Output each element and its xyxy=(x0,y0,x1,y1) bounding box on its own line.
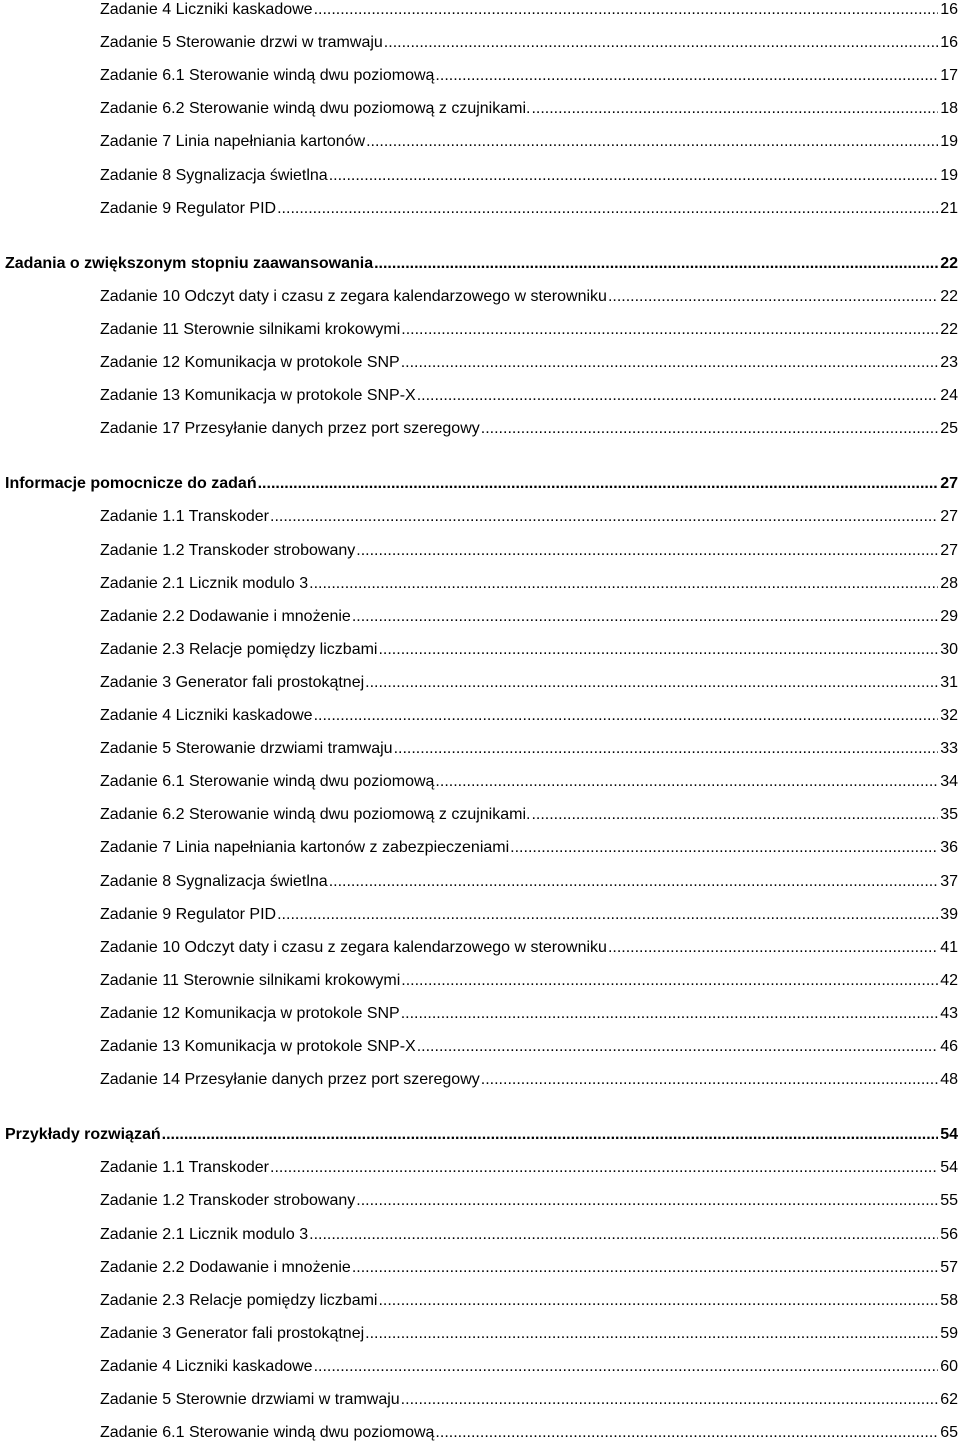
toc-dot-leader xyxy=(401,971,938,991)
toc-dot-leader xyxy=(314,1357,939,1377)
toc-page-number: 22 xyxy=(940,255,958,272)
toc-dot-leader xyxy=(531,805,938,825)
toc-page-number: 59 xyxy=(940,1325,958,1342)
toc-dot-leader xyxy=(356,1191,938,1211)
toc-dot-leader xyxy=(270,1158,938,1178)
toc-line xyxy=(100,1066,960,1090)
toc-page-number: 48 xyxy=(940,1071,958,1088)
toc-page-number: 28 xyxy=(940,575,958,592)
toc-entry-title: Zadanie 4 Liczniki kaskadowe xyxy=(100,1,313,18)
toc-line xyxy=(100,29,960,53)
toc-dot-leader xyxy=(366,132,938,152)
toc-dot-leader xyxy=(365,673,938,693)
toc-page-number: 16 xyxy=(940,1,958,18)
toc-entry[interactable] xyxy=(0,128,960,152)
toc-entry-title: Zadanie 6.1 Sterowanie windą dwu poziomową xyxy=(100,1424,435,1441)
toc-entry-title: Zadanie 9 Regulator PID xyxy=(100,200,277,217)
toc-page-number: 57 xyxy=(940,1259,958,1276)
toc-entry[interactable] xyxy=(0,901,960,925)
toc-entry-title: Zadanie 3 Generator fali prostokątnej xyxy=(100,1325,365,1342)
toc-page-number: 56 xyxy=(940,1226,958,1243)
toc-dot-leader xyxy=(401,353,938,373)
toc-entry[interactable] xyxy=(0,1320,960,1344)
toc-dot-leader xyxy=(270,507,938,527)
toc-entry-title: Zadanie 2.3 Relacje pomiędzy liczbami xyxy=(100,1292,378,1309)
toc-line xyxy=(100,195,960,219)
toc-page-number: 37 xyxy=(940,873,958,890)
toc-dot-leader xyxy=(481,1070,938,1090)
toc-entry-title: Przykłady rozwiązań xyxy=(5,1126,161,1143)
toc-line xyxy=(100,503,960,527)
toc-entry-title: Zadanie 10 Odczyt daty i czasu z zegara kalendarzowego w sterowniku xyxy=(100,939,607,956)
toc-entry[interactable] xyxy=(0,934,960,958)
toc-dot-leader xyxy=(401,1390,939,1410)
toc-entry[interactable] xyxy=(0,603,960,627)
toc-entry-title: Informacje pomocnicze do zadań xyxy=(5,475,257,492)
toc-entry[interactable] xyxy=(0,768,960,792)
toc-page-number: 21 xyxy=(940,200,958,217)
toc-page-number: 31 xyxy=(940,674,958,691)
toc-dot-leader xyxy=(531,99,938,119)
toc-entry[interactable] xyxy=(0,967,960,991)
toc-line xyxy=(100,1419,960,1443)
toc-page-number: 18 xyxy=(940,100,958,117)
toc-entry[interactable] xyxy=(0,162,960,186)
toc-line xyxy=(100,868,960,892)
toc-dot-leader xyxy=(378,640,938,660)
toc-page-number: 27 xyxy=(940,508,958,525)
toc-dot-leader xyxy=(277,905,938,925)
toc-line xyxy=(100,967,960,991)
toc-entry[interactable] xyxy=(0,0,960,20)
toc-line xyxy=(100,349,960,373)
toc-dot-leader xyxy=(401,320,938,340)
toc-entry[interactable] xyxy=(0,1154,960,1178)
toc-entry-title: Zadanie 8 Sygnalizacja świetlna xyxy=(100,873,328,890)
toc-entry-title: Zadanie 17 Przesyłanie danych przez port szeregowy xyxy=(100,420,480,437)
toc-page-number: 60 xyxy=(940,1358,958,1375)
toc-line xyxy=(5,470,960,494)
toc-page-number: 39 xyxy=(940,906,958,923)
toc-entry[interactable] xyxy=(0,382,960,406)
toc-dot-leader xyxy=(314,0,939,20)
toc-dot-leader xyxy=(162,1125,939,1145)
toc-page-number: 19 xyxy=(940,167,958,184)
toc-dot-leader xyxy=(329,872,939,892)
toc-entry[interactable] xyxy=(0,669,960,693)
toc-page-number: 42 xyxy=(940,972,958,989)
toc-entry-title: Zadanie 5 Sterowanie drzwiami tramwaju xyxy=(100,740,393,757)
toc-line xyxy=(100,1000,960,1024)
toc-line xyxy=(100,834,960,858)
toc-entry[interactable] xyxy=(0,537,960,561)
toc-dot-leader xyxy=(435,66,938,86)
toc-dot-leader xyxy=(510,838,938,858)
toc-page-number: 25 xyxy=(940,420,958,437)
toc-dot-leader xyxy=(356,541,938,561)
toc-page-number: 22 xyxy=(940,288,958,305)
toc-entry[interactable] xyxy=(0,1254,960,1278)
toc-entry[interactable] xyxy=(0,195,960,219)
toc-dot-leader xyxy=(352,1258,938,1278)
toc-line xyxy=(5,250,960,274)
toc-dot-leader xyxy=(435,1423,938,1443)
toc-page-number: 32 xyxy=(940,707,958,724)
toc-entry[interactable] xyxy=(0,283,960,307)
toc-line xyxy=(100,95,960,119)
toc-line xyxy=(100,1287,960,1311)
toc-line xyxy=(100,934,960,958)
toc-entry-title: Zadanie 2.1 Licznik modulo 3 xyxy=(100,575,309,592)
toc-entry[interactable] xyxy=(0,1033,960,1057)
toc-page-number: 27 xyxy=(940,542,958,559)
toc-dot-leader xyxy=(394,739,939,759)
toc-entry-title: Zadanie 1.2 Transkoder strobowany xyxy=(100,542,356,559)
toc-entry-title: Zadanie 1.1 Transkoder xyxy=(100,508,269,525)
toc-line xyxy=(100,1187,960,1211)
toc-page-number: 29 xyxy=(940,608,958,625)
toc-entry[interactable] xyxy=(0,415,960,439)
toc-page-number: 65 xyxy=(940,1424,958,1441)
toc-entry-title: Zadanie 8 Sygnalizacja świetlna xyxy=(100,167,328,184)
toc-line xyxy=(100,669,960,693)
toc-entry-title: Zadanie 1.1 Transkoder xyxy=(100,1159,269,1176)
toc-line xyxy=(100,1254,960,1278)
toc-line xyxy=(100,1154,960,1178)
toc-entry-title: Zadanie 13 Komunikacja w protokole SNP-X xyxy=(100,1038,416,1055)
toc-entry[interactable] xyxy=(0,316,960,340)
toc-dot-leader xyxy=(258,474,939,494)
toc-dot-leader xyxy=(378,1291,938,1311)
toc-section-heading[interactable] xyxy=(0,470,960,494)
toc-entry[interactable] xyxy=(0,1419,960,1443)
toc-dot-leader xyxy=(417,1037,938,1057)
toc-dot-leader xyxy=(329,166,939,186)
toc-entry-title: Zadanie 4 Liczniki kaskadowe xyxy=(100,1358,313,1375)
toc-page-number: 16 xyxy=(940,34,958,51)
toc-page-number: 24 xyxy=(940,387,958,404)
toc-page-number: 55 xyxy=(940,1192,958,1209)
toc-entry-title: Zadanie 7 Linia napełniania kartonów xyxy=(100,133,366,150)
toc-entry[interactable] xyxy=(0,503,960,527)
toc-page-number: 54 xyxy=(940,1126,958,1143)
toc-entry-title: Zadanie 5 Sterowanie drzwi w tramwaju xyxy=(100,34,383,51)
toc-entry-title: Zadanie 2.2 Dodawanie i mnożenie xyxy=(100,608,351,625)
toc-entry[interactable] xyxy=(0,1187,960,1211)
toc-entry-title: Zadanie 6.1 Sterowanie windą dwu poziomową xyxy=(100,67,435,84)
toc-line xyxy=(100,1386,960,1410)
toc-entry-title: Zadanie 1.2 Transkoder strobowany xyxy=(100,1192,356,1209)
toc-dot-leader xyxy=(314,706,939,726)
toc-page-number: 19 xyxy=(940,133,958,150)
toc-entry-title: Zadanie 13 Komunikacja w protokole SNP-X xyxy=(100,387,416,404)
toc-line xyxy=(100,62,960,86)
toc-entry[interactable] xyxy=(0,636,960,660)
toc-page-number: 35 xyxy=(940,806,958,823)
toc-line xyxy=(100,901,960,925)
toc-dot-leader xyxy=(481,419,938,439)
toc-line xyxy=(100,1221,960,1245)
toc-page-number: 41 xyxy=(940,939,958,956)
toc-dot-leader xyxy=(401,1004,938,1024)
toc-line xyxy=(100,636,960,660)
toc-entry[interactable] xyxy=(0,62,960,86)
toc-page-number: 43 xyxy=(940,1005,958,1022)
toc-dot-leader xyxy=(374,254,938,274)
toc-page-number: 17 xyxy=(940,67,958,84)
toc-entry-title: Zadanie 12 Komunikacja w protokole SNP xyxy=(100,354,400,371)
toc-entry[interactable] xyxy=(0,29,960,53)
toc-entry-title: Zadania o zwiększonym stopniu zaawansowania xyxy=(5,255,374,272)
toc-line xyxy=(100,0,960,20)
toc-line xyxy=(100,1320,960,1344)
toc-page-number: 23 xyxy=(940,354,958,371)
toc-line xyxy=(100,801,960,825)
toc-entry-title: Zadanie 7 Linia napełniania kartonów z zabezpieczeniami xyxy=(100,839,510,856)
toc-entry-title: Zadanie 10 Odczyt daty i czasu z zegara kalendarzowego w sterowniku xyxy=(100,288,607,305)
toc-dot-leader xyxy=(384,33,938,53)
toc-dot-leader xyxy=(309,574,938,594)
toc-section-heading[interactable] xyxy=(0,250,960,274)
toc-entry[interactable] xyxy=(0,1353,960,1377)
toc-line xyxy=(100,570,960,594)
toc-entry[interactable] xyxy=(0,868,960,892)
toc-entry-title: Zadanie 6.2 Sterowanie windą dwu poziomową z czujnikami. xyxy=(100,806,531,823)
toc-entry[interactable] xyxy=(0,95,960,119)
toc-line xyxy=(100,415,960,439)
toc-dot-leader xyxy=(608,938,938,958)
toc-line xyxy=(100,316,960,340)
toc-line xyxy=(100,1353,960,1377)
toc-entry-title: Zadanie 3 Generator fali prostokątnej xyxy=(100,674,365,691)
toc-dot-leader xyxy=(352,607,938,627)
toc-page-number: 54 xyxy=(940,1159,958,1176)
toc-page-number: 22 xyxy=(940,321,958,338)
toc-line xyxy=(100,128,960,152)
toc-entry-title: Zadanie 6.1 Sterowanie windą dwu poziomową xyxy=(100,773,435,790)
toc-page-number: 46 xyxy=(940,1038,958,1055)
toc-page-number: 58 xyxy=(940,1292,958,1309)
toc-entry-title: Zadanie 11 Sterownie silnikami krokowymi xyxy=(100,321,401,338)
toc-entry-title: Zadanie 2.1 Licznik modulo 3 xyxy=(100,1226,309,1243)
toc-line xyxy=(5,1121,960,1145)
toc-line xyxy=(100,537,960,561)
toc-entry-title: Zadanie 12 Komunikacja w protokole SNP xyxy=(100,1005,400,1022)
toc-line xyxy=(100,1033,960,1057)
toc-entry-title: Zadanie 14 Przesyłanie danych przez port szeregowy xyxy=(100,1071,480,1088)
toc-dot-leader xyxy=(417,386,938,406)
toc-entry-title: Zadanie 4 Liczniki kaskadowe xyxy=(100,707,313,724)
toc-page-number: 62 xyxy=(940,1391,958,1408)
toc-page-number: 27 xyxy=(940,475,958,492)
toc-page-number: 36 xyxy=(940,839,958,856)
toc-dot-leader xyxy=(309,1225,938,1245)
toc-entry[interactable] xyxy=(0,801,960,825)
toc-section-heading[interactable] xyxy=(0,1121,960,1145)
toc-entry-title: Zadanie 9 Regulator PID xyxy=(100,906,277,923)
toc-line xyxy=(100,603,960,627)
toc-line xyxy=(100,382,960,406)
toc-entry-title: Zadanie 5 Sterownie drzwiami w tramwaju xyxy=(100,1391,400,1408)
toc-entry-title: Zadanie 2.2 Dodawanie i mnożenie xyxy=(100,1259,351,1276)
toc-entry[interactable] xyxy=(0,834,960,858)
toc-entry[interactable] xyxy=(0,1000,960,1024)
toc-entry[interactable] xyxy=(0,1287,960,1311)
toc-entry[interactable] xyxy=(0,1221,960,1245)
toc-dot-leader xyxy=(435,772,938,792)
toc-dot-leader xyxy=(277,199,938,219)
toc-dot-leader xyxy=(608,287,938,307)
toc-line xyxy=(100,768,960,792)
toc-dot-leader xyxy=(365,1324,938,1344)
toc-entry-title: Zadanie 6.2 Sterowanie windą dwu poziomową z czujnikami. xyxy=(100,100,531,117)
toc-line xyxy=(100,162,960,186)
toc-entry-title: Zadanie 2.3 Relacje pomiędzy liczbami xyxy=(100,641,378,658)
toc-entry-title: Zadanie 11 Sterownie silnikami krokowymi xyxy=(100,972,401,989)
toc-entry[interactable] xyxy=(0,349,960,373)
toc-entry[interactable] xyxy=(0,735,960,759)
toc-line xyxy=(100,735,960,759)
toc-line xyxy=(100,702,960,726)
toc-page-number: 34 xyxy=(940,773,958,790)
toc-line xyxy=(100,283,960,307)
toc-entry[interactable] xyxy=(0,1386,960,1410)
toc-page-number: 30 xyxy=(940,641,958,658)
toc-entry[interactable] xyxy=(0,702,960,726)
toc-entry[interactable] xyxy=(0,1066,960,1090)
toc-entry[interactable] xyxy=(0,570,960,594)
toc-page-number: 33 xyxy=(940,740,958,757)
